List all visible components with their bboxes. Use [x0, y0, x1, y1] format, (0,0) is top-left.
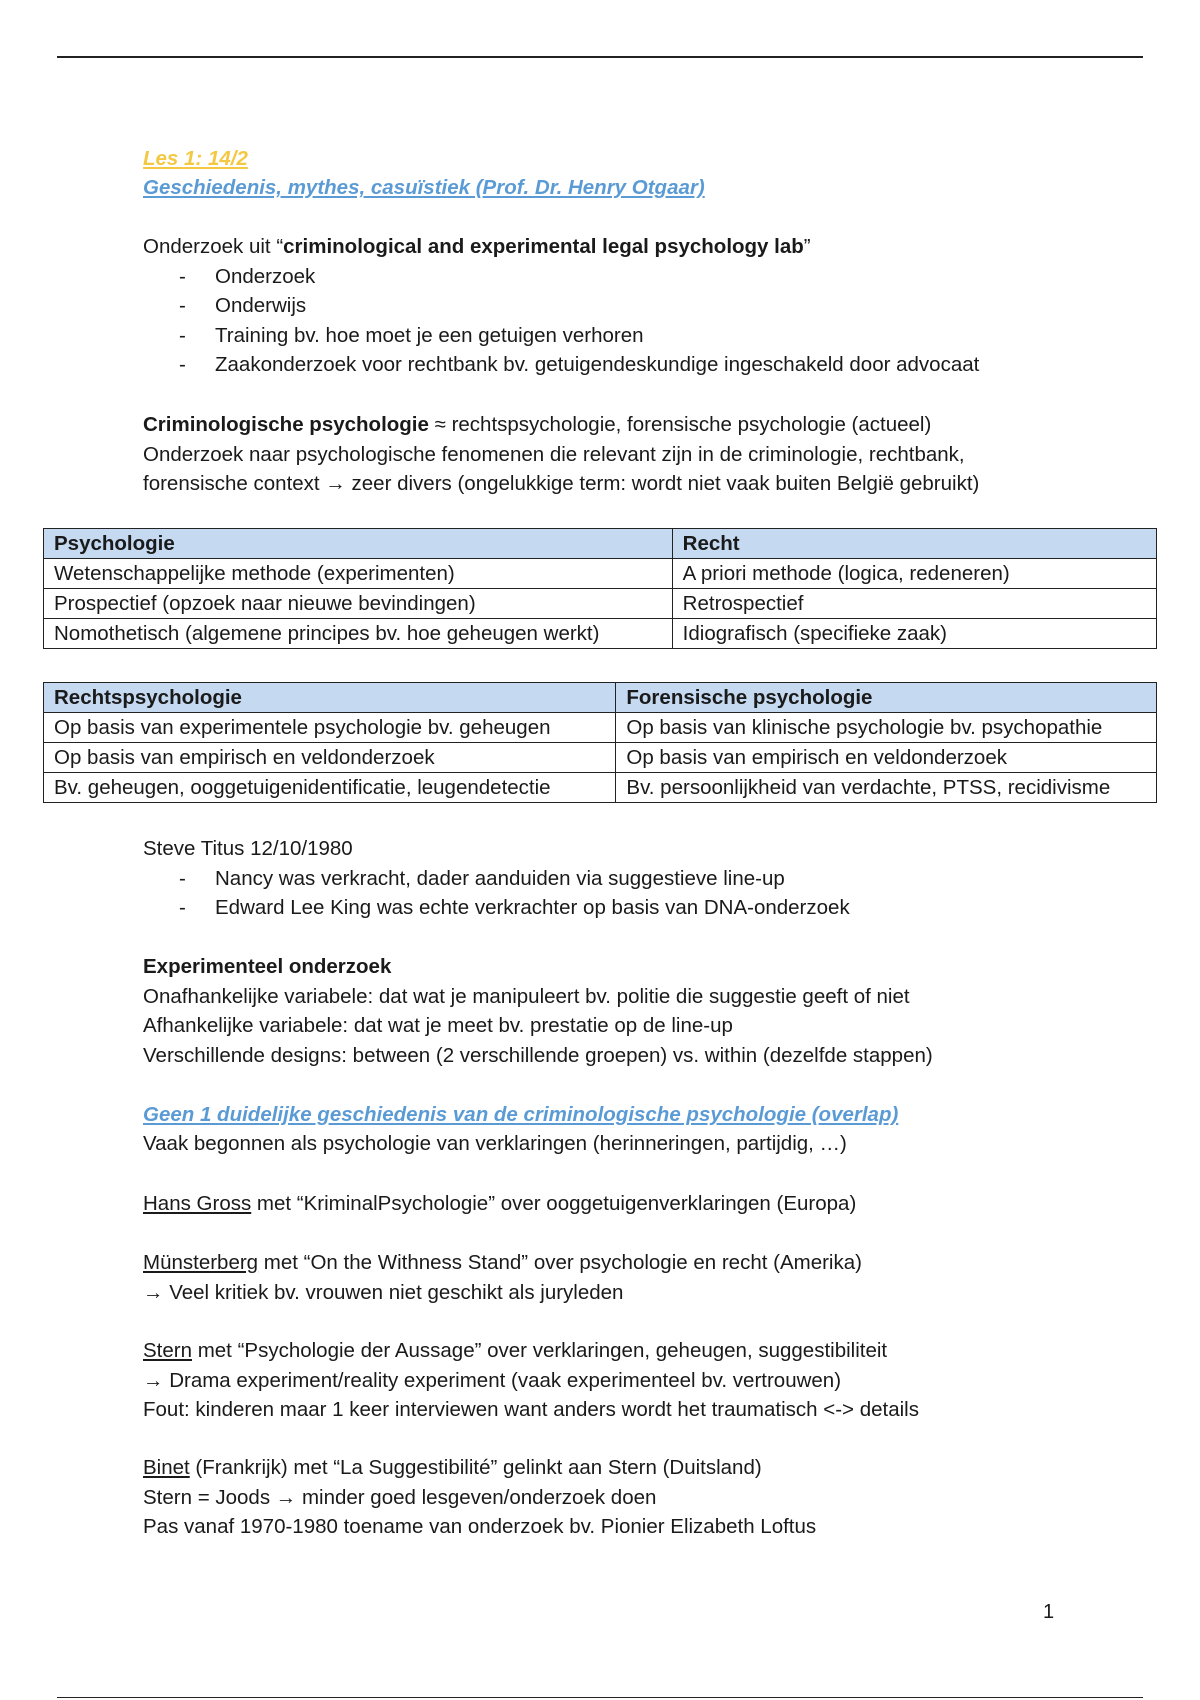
binet-loftus: Pas vanaf 1970-1980 toename van onderzoek bv. Pionier Elizabeth Loftus [143, 1515, 817, 1538]
experiment-line: Afhankelijke variabele: dat wat je meet bv. prestatie op de line-up [143, 1014, 733, 1037]
page-number: 1 [1043, 1601, 1055, 1623]
list-item: - Edward Lee King was echte verkrachter op basis van DNA-onderzoek [143, 893, 850, 923]
munsterberg-critique: → Veel kritiek bv. vrouwen niet geschikt als juryleden [143, 1280, 624, 1304]
crimpsy-line: forensische context → zeer divers (ongelukkige term: wordt niet vaak buiten België gebruikt) [143, 472, 980, 495]
column-header: Rechtspsychologie [44, 683, 616, 713]
stern-experiment: → Drama experiment/reality experiment (vaak experimenteel bv. vertrouwen) [143, 1368, 842, 1392]
rechts-forensisch-table [43, 682, 1157, 803]
column-header: Psychologie [44, 529, 673, 559]
history-line: Vaak begonnen als psychologie van verklaringen (herinneringen, partijdig, …) [143, 1132, 847, 1155]
table-row [44, 559, 1157, 589]
binet-name: Binet [143, 1456, 190, 1479]
experiment-section [143, 952, 933, 1070]
munsterberg-line: Münsterberg met “On the Withness Stand” over psychologie en recht (Amerika) [143, 1251, 862, 1274]
stern-section [143, 1336, 919, 1425]
table-header-row [44, 683, 1157, 713]
stern-line: Stern met “Psychologie der Aussage” over verklaringen, geheugen, suggestibiliteit [143, 1339, 888, 1362]
munsterberg-name: Münsterberg [143, 1251, 259, 1274]
column-header: Recht [672, 529, 1156, 559]
header-rule [57, 56, 1143, 58]
experiment-title: Experimenteel onderzoek [143, 955, 392, 978]
table-cell: Idiografisch (specifieke zaak) [672, 619, 1156, 649]
lecture-header [143, 145, 705, 202]
list-item: - Zaakonderzoek voor rechtbank bv. getuigendeskundige ingeschakeld door advocaat [143, 350, 979, 380]
intro-line: Onderzoek uit “criminological and experimental legal psychology lab” [143, 235, 811, 258]
crimpsy-term: Criminologische psychologie [143, 413, 429, 436]
table-cell: Op basis van klinische psychologie bv. psychopathie [616, 713, 1157, 743]
list-item: - Training bv. hoe moet je een getuigen verhoren [143, 321, 979, 351]
table-cell: Nomothetisch (algemene principes bv. hoe geheugen werkt) [44, 619, 673, 649]
table-cell: Op basis van empirisch en veldonderzoek [616, 743, 1157, 773]
stern-fout: Fout: kinderen maar 1 keer interviewen want anders wordt het traumatisch <-> details [143, 1398, 919, 1421]
list-item: - Onderwijs [143, 291, 979, 321]
titus-list [143, 864, 850, 923]
list-item: - Onderzoek [143, 262, 979, 292]
list-item: - Nancy was verkracht, dader aanduiden via suggestieve line-up [143, 864, 850, 894]
lecture-title: Geschiedenis, mythes, casuïstiek (Prof. Dr. Henry Otgaar) [143, 176, 705, 199]
table-cell: Wetenschappelijke methode (experimenten) [44, 559, 673, 589]
lab-name: criminological and experimental legal psychology lab [283, 235, 804, 258]
munsterberg-section [143, 1248, 862, 1307]
table-row [44, 773, 1157, 803]
binet-section [143, 1453, 816, 1542]
table-header-row [44, 529, 1157, 559]
session-label: Les 1: 14/2 [143, 147, 248, 170]
table-row [44, 589, 1157, 619]
footer-rule [57, 1697, 1143, 1698]
table-cell: Bv. persoonlijkheid van verdachte, PTSS, recidivisme [616, 773, 1157, 803]
table-cell: A priori methode (logica, redeneren) [672, 559, 1156, 589]
crimpsy-line: Onderzoek naar psychologische fenomenen die relevant zijn in de criminologie, rechtbank, [143, 442, 965, 466]
intro-list [143, 262, 979, 380]
titus-title: Steve Titus 12/10/1980 [143, 837, 353, 860]
history-section [143, 1100, 898, 1159]
psychologie-recht-table [43, 528, 1157, 649]
table-row [44, 619, 1157, 649]
table-row [44, 713, 1157, 743]
gross-line: Hans Gross met “KriminalPsychologie” over ooggetuigenverklaringen (Europa) [143, 1192, 857, 1215]
gross-name: Hans Gross [143, 1192, 252, 1215]
table-cell: Op basis van experimentele psychologie bv. geheugen [44, 713, 616, 743]
table-row [44, 743, 1157, 773]
gross-section [143, 1189, 856, 1219]
binet-stern: Stern = Joods → minder goed lesgeven/onderzoek doen [143, 1485, 657, 1509]
table-cell: Prospectief (opzoek naar nieuwe bevindingen) [44, 589, 673, 619]
experiment-line: Verschillende designs: between (2 verschillende groepen) vs. within (dezelfde stappen) [143, 1043, 933, 1067]
crimpsy-section [143, 410, 979, 499]
intro-section [143, 232, 979, 380]
stern-name: Stern [143, 1339, 192, 1362]
crimpsy-definition: Criminologische psychologie ≈ rechtspsychologie, forensische psychologie (actueel) [143, 413, 932, 436]
titus-section [143, 834, 850, 923]
binet-line: Binet (Frankrijk) met “La Suggestibilité” gelinkt aan Stern (Duitsland) [143, 1456, 762, 1479]
table-cell: Retrospectief [672, 589, 1156, 619]
experiment-line: Onafhankelijke variabele: dat wat je manipuleert bv. politie die suggestie geeft of niet [143, 984, 910, 1008]
column-header: Forensische psychologie [616, 683, 1157, 713]
history-title: Geen 1 duidelijke geschiedenis van de criminologische psychologie (overlap) [143, 1103, 899, 1126]
table-cell: Bv. geheugen, ooggetuigenidentificatie, leugendetectie [44, 773, 616, 803]
table-cell: Op basis van empirisch en veldonderzoek [44, 743, 616, 773]
